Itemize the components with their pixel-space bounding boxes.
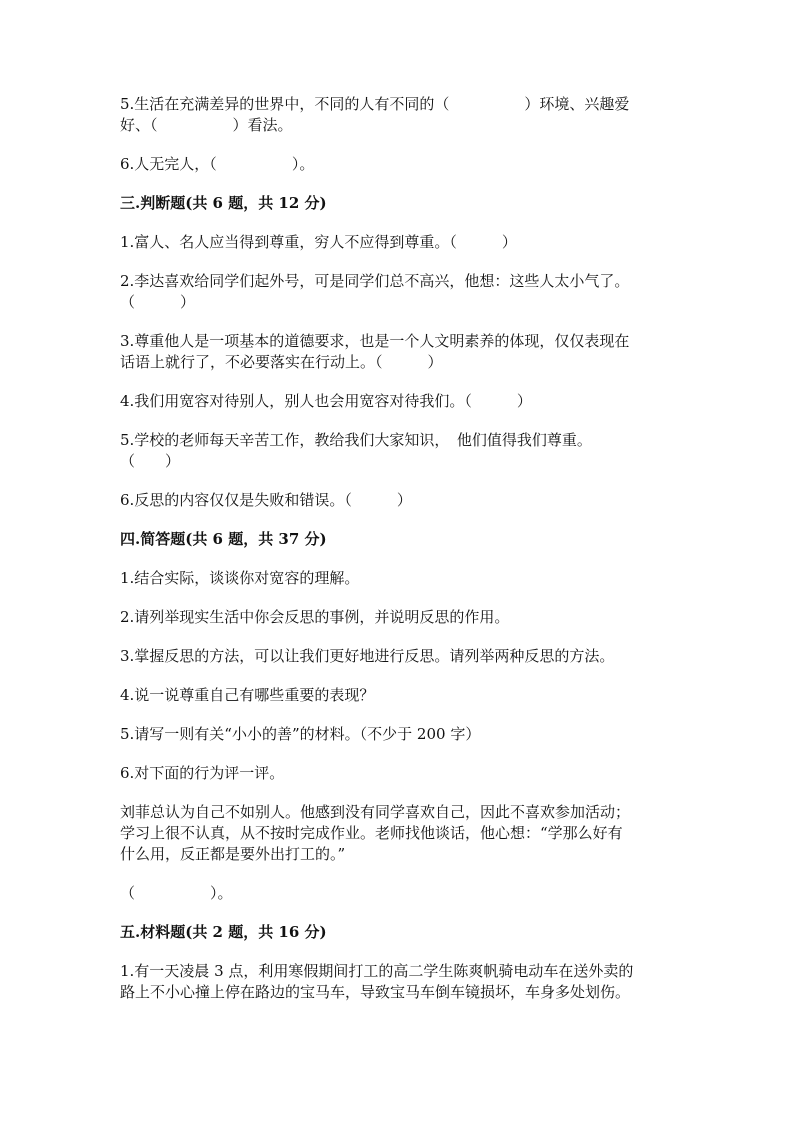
section5-heading: 五.材料题(共 2 题，共 16 分) [120,923,327,941]
section3-question-6: 6.反思的内容仅仅是失败和错误。（ ） [120,491,412,509]
section4-question-6-material [120,802,680,865]
question-text: 3.尊重他人是一项基本的道德要求，也是一个人文明素养的体现，仅仅表现在 [120,332,630,350]
material-text: 路上不小心撞上停在路边的宝马车，导致宝马车倒车镜损坏，车身多处划伤。 [120,983,631,1001]
section4-question-2: 2.请列举现实生活中你会反思的事例，并说明反思的作用。 [120,608,510,626]
question-text: 5.学校的老师每天辛苦工作，教给我们大家知识， 他们值得我们尊重。 [120,431,592,449]
section5-question-1 [120,961,680,1003]
section3-question-2 [120,271,680,313]
question-text: 话语上就行了，不必要落实在行动上。（ ） [120,353,443,371]
material-text: 刘菲总认为自己不如别人。他感到没有同学喜欢自己，因此不喜欢参加活动； [120,803,631,821]
section2-question-6: 6.人无完人，（ ）。 [120,155,315,173]
answer-blank: （ ） [120,452,181,470]
section3-question-4: 4.我们用宽容对待别人，别人也会用宽容对待我们。（ ） [120,392,532,410]
question-text: 好、（ ）看法。 [120,116,293,134]
section4-question-1: 1.结合实际，谈谈你对宽容的理解。 [120,569,360,587]
section4-question-6-answer: （ ）。 [120,884,233,902]
section4-question-6: 6.对下面的行为评一评。 [120,764,285,782]
section4-question-3: 3.掌握反思的方法，可以让我们更好地进行反思。请列举两种反思的方法。 [120,647,615,665]
section3-question-1: 1.富人、名人应当得到尊重，穷人不应得到尊重。（ ） [120,233,517,251]
section4-question-4: 4.说一说尊重自己有哪些重要的表现？ [120,686,375,704]
section3-question-3 [120,331,680,373]
section4-question-5: 5.请写一则有关“小小的善”的材料。（不少于 200 字） [120,725,481,743]
section3-heading: 三.判断题(共 6 题，共 12 分) [120,194,327,212]
exam-page [120,94,680,1003]
section2-question-5 [120,94,680,136]
material-text: 什么用，反正都是要外出打工的。” [120,845,346,863]
section3-question-5 [120,430,680,472]
question-text: 5.生活在充满差异的世界中，不同的人有不同的（ ）环境、兴趣爱 [120,95,630,113]
question-text: 2.李达喜欢给同学们起外号，可是同学们总不高兴，他想：这些人太小气了。 [120,272,630,290]
section4-heading: 四.简答题(共 6 题，共 37 分) [120,530,327,548]
answer-blank: （ ） [120,293,196,311]
material-text: 学习上很不认真，从不按时完成作业。老师找他谈话，他心想：“学那么好有 [120,824,623,842]
material-text: 1.有一天凌晨 3 点，利用寒假期间打工的高二学生陈爽帆骑电动车在送外卖的 [120,962,634,980]
